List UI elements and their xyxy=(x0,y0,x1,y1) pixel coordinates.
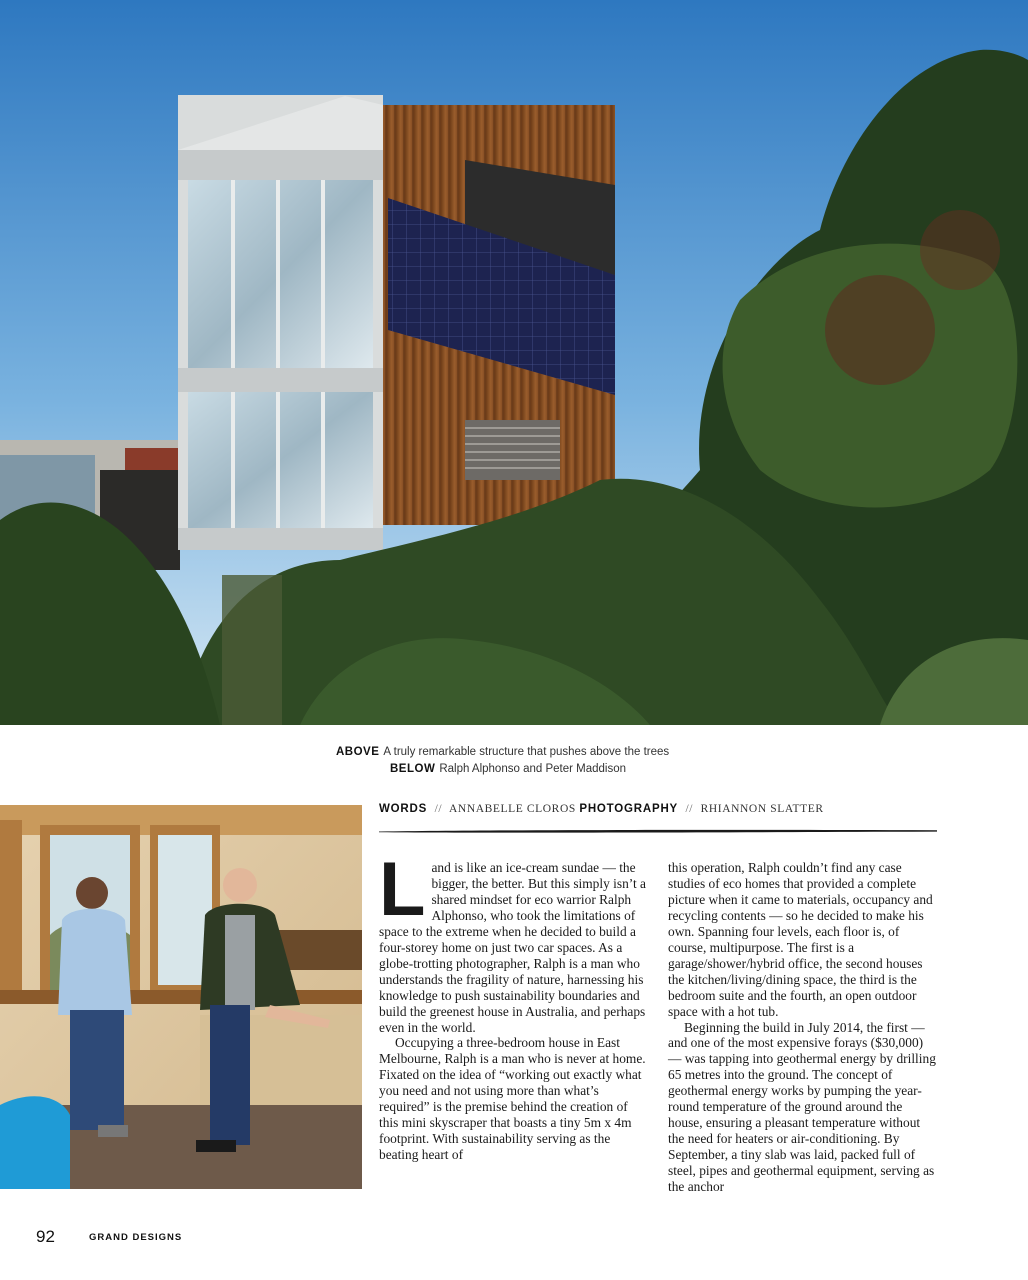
credit-separator: // xyxy=(434,803,443,815)
article-credits xyxy=(379,803,939,815)
portrait-photo xyxy=(0,805,362,1189)
caption-below-key: BELOW xyxy=(390,763,436,775)
credit-words-name: ANNABELLE CLOROS xyxy=(449,803,576,815)
credit-words-key: WORDS xyxy=(379,803,428,815)
magazine-name: GRAND DESIGNS xyxy=(89,1232,183,1243)
glazed-corner xyxy=(178,95,383,550)
paragraph-4: Beginning the build in July 2014, the first — and one of the most expensive forays ($30,000) — was tapping into geothermal energy by drilling 65 metres into the ground. The concept of geothermal energy works by pumping the year-round temperature of the ground around the house, ensuring a pleasant temperature without the need for heaters or air-conditioning. By September, a tiny slab was laid, packed full of steel, pipes and geothermal equipment, serving as the anchor xyxy=(668,1019,936,1195)
caption-below xyxy=(390,761,626,777)
paragraph-1-text: and is like an ice-cream sundae — the bigger, the better. But this simply isn’t a shared mindset for eco warrior Ralph Alphonso, who took the limitations of space to the extreme when he decided to build a four-storey home on just two car spaces. As a globe-trotting photographer, Ralph is a man who understands the fragility of nature, harnessing his knowledge to push sustainability boundaries and build the greenest house in Australia, and perhaps even in the world. xyxy=(379,860,647,1035)
drop-cap: L xyxy=(379,847,426,932)
caption-above-text: A truly remarkable structure that pushes above the trees xyxy=(383,746,670,758)
caption-above-key: ABOVE xyxy=(336,746,380,758)
credit-separator-2: // xyxy=(685,803,694,815)
caption-below-text: Ralph Alphonso and Peter Maddison xyxy=(439,763,626,775)
credit-photo-name: RHIANNON SLATTER xyxy=(700,803,824,815)
paragraph-1 xyxy=(379,847,647,1035)
portrait-photo-illustration xyxy=(0,805,362,1189)
credit-photo-key: PHOTOGRAPHY xyxy=(579,803,679,815)
timber-tower xyxy=(380,105,615,525)
louvres xyxy=(465,420,560,480)
page-number: 92 xyxy=(36,1227,55,1246)
article-column-1 xyxy=(379,847,647,1163)
caption-above xyxy=(336,744,669,760)
paragraph-2: Occupying a three-bedroom house in East Melbourne, Ralph is a man who is never at home. Fixated on the idea of “working out exactly what you need and not using more than what’s required” is the premise behind the creation of this mini skyscraper that boasts a tiny 5m x 4m footprint. With sustainability serving as the beating heart of xyxy=(379,1035,646,1163)
brush-rule xyxy=(379,828,937,834)
paragraph-3: this operation, Ralph couldn’t find any case studies of eco homes that provided a complete picture when it came to materials, occupancy and recycling contents — so he decided to make his own. Spanning four levels, each floor is, of course, multipurpose. The first is a garage/shower/hybrid office, the second houses the kitchen/living/dining space, the third is the bedroom suite and the fourth, an open outdoor space with a hot tub. xyxy=(668,860,933,1019)
article-column-2 xyxy=(668,860,936,1195)
